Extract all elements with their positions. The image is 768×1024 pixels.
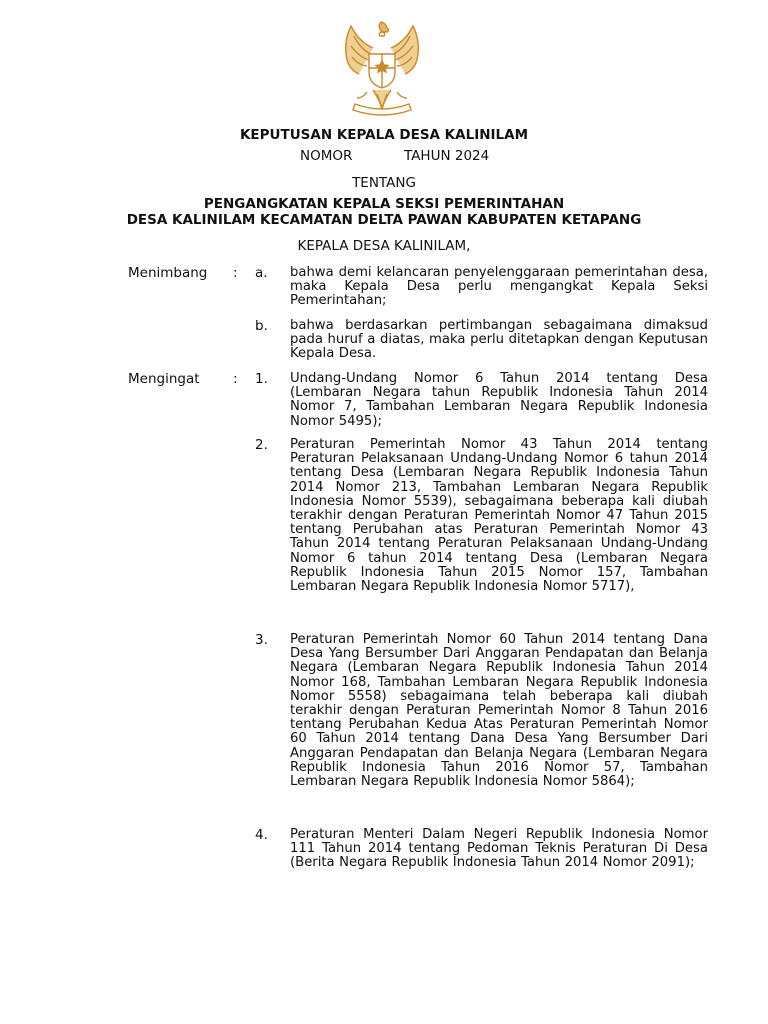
nomor-label: NOMOR — [300, 148, 353, 164]
mengingat-item-4: Peraturan Menteri Dalam Negeri Republik Indonesia Nomor 111 Tahun 2014 tentang Pedoman Teknis Peraturan Di Desa (Berita Negara Republik Indonesia Tahun 2014 Nomor 2091); — [290, 827, 708, 871]
decree-title: KEPUTUSAN KEPALA DESA KALINILAM — [239, 127, 529, 143]
tentang-label: TENTANG — [352, 175, 416, 191]
mengingat-marker-4: 4. — [255, 827, 268, 843]
mengingat-marker-2: 2. — [255, 437, 268, 453]
mengingat-marker-3: 3. — [255, 632, 268, 648]
menimbang-marker-a: a. — [255, 265, 268, 281]
menimbang-label: Menimbang — [128, 265, 208, 281]
mengingat-colon: : — [233, 371, 238, 387]
mengingat-item-1: Undang-Undang Nomor 6 Tahun 2014 tentang Desa (Lembaran Negara tahun Republik Indonesia Tahun 2014 Nomor 7, Tambahan Lembaran Negara Republik Indonesia Nomor 5495); — [290, 371, 708, 429]
mengingat-marker-1: 1. — [255, 371, 268, 387]
subject-line-2: DESA KALINILAM KECAMATAN DELTA PAWAN KABUPATEN KETAPANG — [126, 212, 642, 228]
menimbang-colon: : — [233, 265, 238, 281]
official-title: KEPALA DESA KALINILAM, — [297, 238, 471, 254]
menimbang-item-b: bahwa berdasarkan pertimbangan sebagaimana dimaksud pada huruf a diatas, maka perlu ditetapkan dengan Keputusan Kepala Desa. — [290, 318, 708, 362]
mengingat-label: Mengingat — [128, 371, 200, 387]
menimbang-marker-b: b. — [255, 318, 268, 334]
subject-line-1: PENGANGKATAN KEPALA SEKSI PEMERINTAHAN — [203, 196, 565, 212]
mengingat-item-3: Peraturan Pemerintah Nomor 60 Tahun 2014 tentang Dana Desa Yang Bersumber Dari Anggaran Pendapatan dan Belanja Negara (Lembaran Negara Republik Indonesia Tahun 2014 Nomor 168, Tambahan Lembaran Negara Republik Indonesia Nomor 5558) sebagaimana telah beberapa kali diubah terakhir dengan Peraturan Pemerintah Nomor 8 Tahun 2016 tentang Perubahan Kedua Atas Peraturan Pemerintah Nomor 60 Tahun 2014 tentang Dana Desa Yang Bersumber Dari Anggaran Pendapatan dan Belanja Negara (Lembaran Negara Republik Indonesia Tahun 2016 Nomor 57, Tambahan Lembaran Negara Republik Indonesia Nomor 5864); — [290, 632, 708, 790]
tahun-label: TAHUN 2024 — [404, 148, 490, 164]
garuda-emblem-icon — [327, 18, 437, 128]
mengingat-item-2: Peraturan Pemerintah Nomor 43 Tahun 2014 tentang Peraturan Pelaksanaan Undang-Undang Nomor 6 tahun 2014 tentang Desa (Lembaran Negara Republik Indonesia Tahun 2014 Nomor 213, Tambahan Lembaran Negara Republik Indonesia Nomor 5539), sebagaimana beberapa kali diubah terakhir dengan Peraturan Pemerintah Nomor 47 Tahun 2015 tentang Perubahan atas Peraturan Pemerintah Nomor 43 Tahun 2014 tentang Peraturan Pelaksanaan Undang-Undang Nomor 6 tahun 2014 tentang Desa (Lembaran Negara Republik Indonesia Tahun 2015 Nomor 157, Tambahan Lembaran Negara Republik Indonesia Nomor 5717), — [290, 437, 708, 595]
menimbang-item-a: bahwa demi kelancaran penyelenggaraan pemerintahan desa, maka Kepala Desa perlu mengangkat Kepala Seksi Pemerintahan; — [290, 265, 708, 309]
